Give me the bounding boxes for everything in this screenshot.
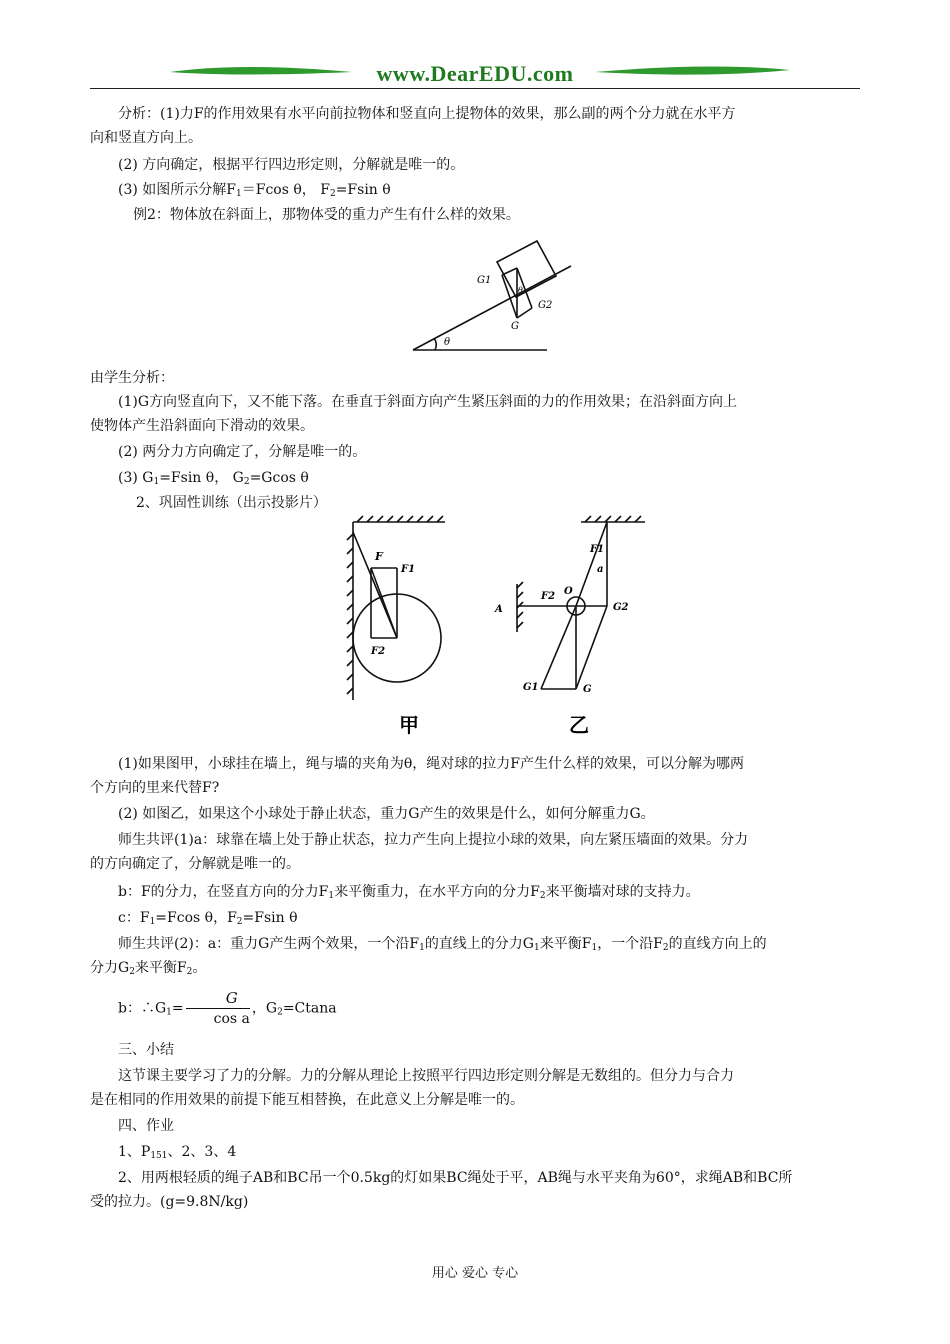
svg-text:F1: F1 xyxy=(401,564,416,575)
para-3: (3) 如图所示分解$F_1=Fcos$ θ， $F_2=Fsin$ θ xyxy=(118,182,391,199)
para-s2: (2) 两分力方向确定了，分解是唯一的。 xyxy=(118,444,367,460)
svg-text:G: G xyxy=(583,684,592,695)
site-title: www.DearEDU.com xyxy=(376,61,574,86)
para-analysis-cont: 向和竖直方向上。 xyxy=(90,130,202,146)
fraction: $\frac{G}{\text{cos a}}$ xyxy=(186,988,250,1029)
svg-text:θ: θ xyxy=(444,337,451,348)
para-analysis: 分析：(1)力F的作用效果有水平向前拉物体和竖直向上提物体的效果，那么副的两个分力就在水平方 xyxy=(118,106,736,122)
svg-text:G: G xyxy=(511,321,519,332)
svg-text:A: A xyxy=(495,604,503,615)
svg-text:G2: G2 xyxy=(538,300,553,311)
svg-text:甲: 甲 xyxy=(399,713,419,737)
question-2: (2) 如图乙，如果这个小球处于静止状态，重力G产生的效果是什么，如何分解重力G。 xyxy=(118,806,655,822)
homework-1: 1、$P_{151}$、2、3、4 xyxy=(118,1144,237,1161)
student-analysis: 由学生分析： xyxy=(90,370,174,386)
svg-text:O: O xyxy=(564,586,573,597)
summary-text: 这节课主要学习了力的分解。力的分解从理论上按照平行四边形定则分解是无数组的。但分力与合力 xyxy=(118,1068,734,1084)
review-1b: b：F的分力，在竖直方向的分力$F_1$来平衡重力，在水平方向的分力$F_2$来平衡墙对球的支持力。 xyxy=(118,884,700,901)
review-2a: 师生共评(2)：a：重力G产生两个效果，一个沿$F_1$的直线上的分力$G_1$来平衡$F_1$，一个沿$F_2$的直线方向上的 xyxy=(118,936,767,953)
svg-text:F2: F2 xyxy=(371,646,386,657)
svg-text:G1: G1 xyxy=(477,275,492,286)
section-training: 2、巩固性训练（出示投影片） xyxy=(136,495,327,511)
svg-text:F: F xyxy=(375,550,383,563)
question-1: (1)如果图甲，小球挂在墙上，绳与墙的夹角为θ，绳对球的拉力F产生什么样的效果，可以分解为哪两 xyxy=(118,756,744,772)
site-header xyxy=(90,58,860,92)
para-s3: (3) $G_1=Fsin$ θ， $G_2=Gcos$ θ xyxy=(118,470,309,487)
pair-figure xyxy=(345,514,645,744)
question-1-cont: 个方向的里来代替F? xyxy=(90,780,220,796)
svg-text:乙: 乙 xyxy=(569,713,589,737)
svg-text:F1: F1 xyxy=(590,544,605,555)
page-footer: 用心 爱心 专心 xyxy=(431,1266,519,1281)
incline-figure xyxy=(405,228,585,354)
svg-text:G2: G2 xyxy=(613,602,629,613)
homework-2-cont: 受的拉力。(g=9.8N/kg) xyxy=(90,1194,249,1210)
section-homework: 四、作业 xyxy=(118,1118,174,1134)
review-1a-cont: 的方向确定了，分解就是唯一的。 xyxy=(90,856,300,872)
summary-text-cont: 是在相同的作用效果的前提下能互相替换，在此意义上分解是唯一的。 xyxy=(90,1092,524,1108)
review-1c: c：$F_1=Fcos$ θ，$F_2=Fsin$ θ xyxy=(118,910,298,927)
svg-text:F2: F2 xyxy=(541,591,556,602)
example-2: 例2：物体放在斜面上，那物体受的重力产生有什么样的效果。 xyxy=(133,207,520,223)
para-2: (2) 方向确定，根据平行四边形定则，分解就是唯一的。 xyxy=(118,157,465,173)
svg-text:G1: G1 xyxy=(523,682,539,693)
section-summary: 三、小结 xyxy=(118,1042,174,1058)
review-1a: 师生共评(1)a：球靠在墙上处于静止状态，拉力产生向上提拉小球的效果，向左紧压墙面的效果。分力 xyxy=(118,832,749,848)
review-2a-cont: 分力$G_2$来平衡$F_2$。 xyxy=(90,960,207,977)
para-s1-cont: 使物体产生沿斜面向下滑动的效果。 xyxy=(90,418,314,434)
review-2b-formula: b：$\therefore G_1=$ $\frac{G}{\text{cos a}}$ ，$G_2=Ctana$ xyxy=(118,989,337,1027)
homework-2: 2、用两根轻质的绳子AB和BC吊一个0.5kg的灯如果BC绳处于平，AB绳与水平夹角为60°，求绳AB和BC所 xyxy=(118,1170,793,1186)
para-s1: (1)G方向竖直向下，又不能下落。在垂直于斜面方向产生紧压斜面的力的作用效果；在沿斜面方向上 xyxy=(118,394,738,410)
svg-text:a: a xyxy=(597,564,604,575)
svg-text:θ: θ xyxy=(518,286,523,295)
header-rule xyxy=(90,88,860,89)
